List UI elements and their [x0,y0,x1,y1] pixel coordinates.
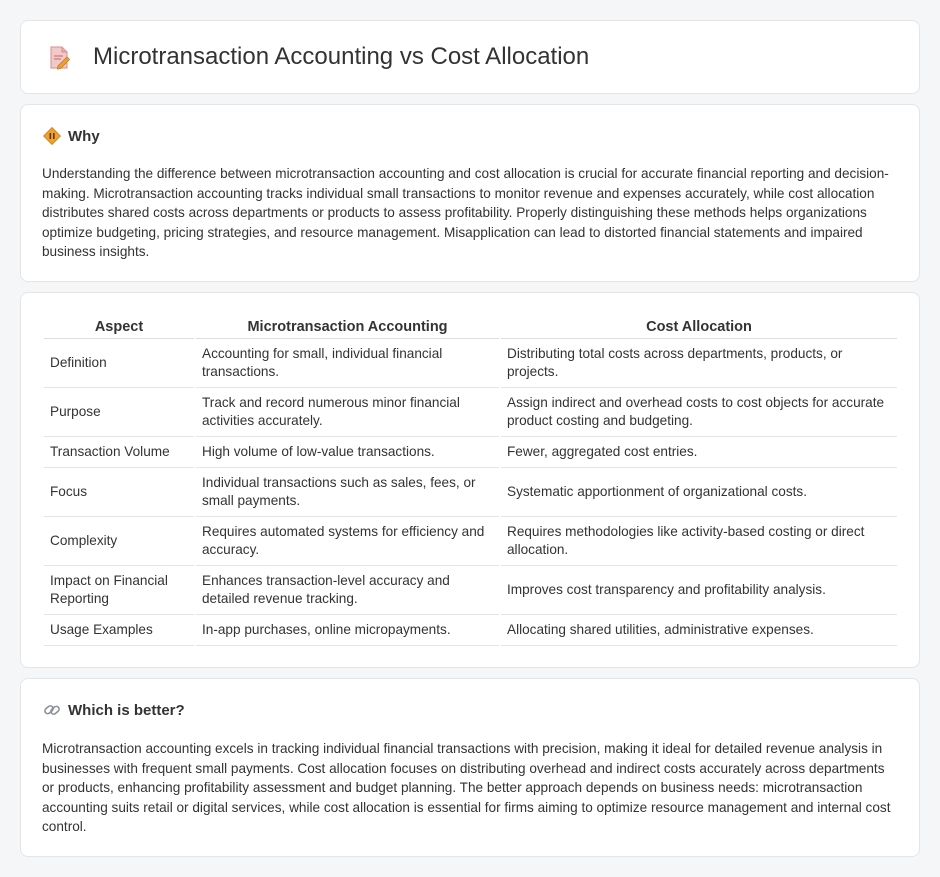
link-icon [43,701,61,719]
cell-microtransaction: Track and record numerous minor financial activities accurately. [196,388,499,437]
which-section [20,678,920,857]
document-edit-icon [49,46,71,70]
header-cost-allocation: Cost Allocation [501,315,897,339]
which-heading-label: Which is better? [68,701,185,719]
cell-cost-allocation: Requires methodologies like activity-based costing or direct allocation. [501,517,897,566]
cell-cost-allocation: Distributing total costs across departments, products, or projects. [501,339,897,388]
cell-aspect: Transaction Volume [44,437,194,468]
cell-cost-allocation: Assign indirect and overhead costs to cost objects for accurate product costing and budgeting. [501,388,897,437]
cell-cost-allocation: Allocating shared utilities, administrative expenses. [501,615,897,646]
why-section [20,104,920,282]
cell-microtransaction: Accounting for small, individual financial transactions. [196,339,499,388]
table-row [44,437,897,468]
header-microtransaction: Microtransaction Accounting [196,315,499,339]
table-row [44,566,897,615]
cell-aspect: Purpose [44,388,194,437]
cell-microtransaction: In-app purchases, online micropayments. [196,615,499,646]
header-aspect: Aspect [44,315,194,339]
which-heading [43,701,185,719]
cell-aspect: Focus [44,468,194,517]
page-title: Microtransaction Accounting vs Cost Allocation [93,43,590,70]
cell-microtransaction: High volume of low-value transactions. [196,437,499,468]
comparison-table [42,315,899,646]
cell-cost-allocation: Improves cost transparency and profitability analysis. [501,566,897,615]
comparison-section [20,292,920,668]
table-header-row [44,315,897,339]
table-row [44,468,897,517]
which-paragraph: Microtransaction accounting excels in tracking individual financial transactions with precision, making it ideal for detailed revenue analysis in businesses with frequent small payments. Cost allocation focuses on distributing overhead and indirect costs accurately across departments or products, enhancing profitability assessment and budget planning. The better approach depends on business needs: microtransaction accounting suits retail or digital services, while cost allocation is essential for firms aiming to optimize resource management and internal cost control. [42,741,891,835]
cell-aspect: Impact on Financial Reporting [44,566,194,615]
cell-microtransaction: Requires automated systems for efficiency and accuracy. [196,517,499,566]
why-heading [43,127,100,145]
cell-cost-allocation: Fewer, aggregated cost entries. [501,437,897,468]
header-card [20,20,920,94]
cell-aspect: Definition [44,339,194,388]
table-row [44,388,897,437]
cell-microtransaction: Individual transactions such as sales, fees, or small payments. [196,468,499,517]
diamond-sign-icon [43,127,61,145]
why-paragraph: Understanding the difference between microtransaction accounting and cost allocation is crucial for accurate financial reporting and decision-making. Microtransaction accounting tracks individual small transactions to monitor revenue and expenses accurately, while cost allocation distributes shared costs across departments or products to assess profitability. Properly distinguishing these methods helps organizations optimize budgeting, pricing strategies, and resource management. Misapplication can lead to distorted financial statements and impaired business insights. [42,166,889,260]
cell-cost-allocation: Systematic apportionment of organizational costs. [501,468,897,517]
cell-aspect: Complexity [44,517,194,566]
cell-microtransaction: Enhances transaction-level accuracy and detailed revenue tracking. [196,566,499,615]
cell-aspect: Usage Examples [44,615,194,646]
table-row [44,339,897,388]
table-row [44,615,897,646]
why-heading-label: Why [68,127,100,145]
table-row [44,517,897,566]
